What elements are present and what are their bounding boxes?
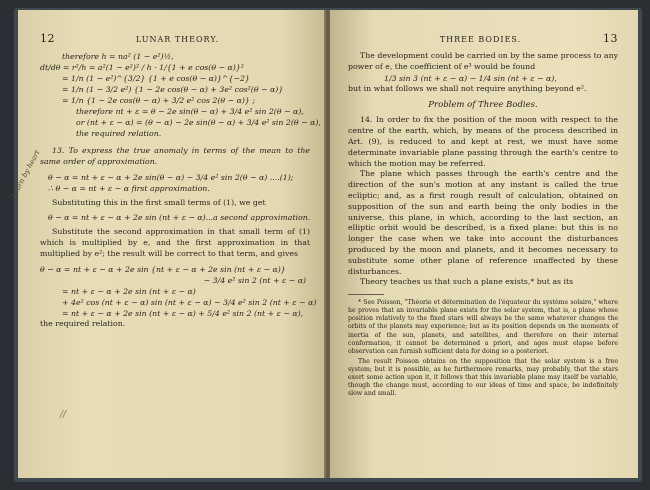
section-13-heading: 13. To express the true anomaly in terms of the mean to the same order of approximation. <box>40 146 310 166</box>
paragraph-substitute-1: Substituting this in the first small terms of (1), we get <box>52 197 266 207</box>
footnote-2: The result Poisson obtains on the supposition that the solar system is a free system; but it is possible, as he furthermore remarks, may probably, that the stars exert some action upon it, it follows that this invariable plane may itself be variable, though the change must, according to our ideas of time and space, be indefinitely slow and small. <box>348 357 618 398</box>
equation-line: = 1/n (1 − e²)^{3/2} {1 + e cos(θ − α)}^{−2} <box>62 74 250 83</box>
paragraph-plane: The plane which passes through the earth's centre and the direction of the sun's motion at any instant is called the true ecliptic; and, as a first rough result of calculation, obtained on supposition of the sun and earth being the only bodies in the universe, this plane, in which, according to the last section, an elliptic orbit would be described, is a fixed plane: but this is no longer the case when we take into account the disturbances produced by the moon and planets, and it becomes necessary to substitute some other plane of reference unaffected by these disturbances. <box>348 169 618 276</box>
equation-line: = nt + ε − α + 2e sin (nt + ε − α) <box>62 286 196 296</box>
equation-line: θ − α = nt + ε − α + 2e sin (nt + ε − α)...a second approximation. <box>48 213 311 223</box>
left-running-head <box>40 32 310 45</box>
paragraph-intro: The development could be carried on by the same process to any power of e, the coefficient of e³ would be found <box>348 51 618 71</box>
paragraph-intro-2: but in what follows we shall not require anything beyond e². <box>348 83 587 93</box>
equation-line: dt/dθ = r²/h = a²(1 − e²)² / h · 1/{1 + e cos(θ − α)}² <box>40 63 244 72</box>
equation-line: − 3/4 e² sin 2 (nt + ε − α) <box>203 275 306 285</box>
footnote-1: * See Poisson, "Théorie et détermination de l'équateur du système solaire," where he proves that an invariable plane exists for the solar system, that is, a plane whose position relatively to the fixed stars will always be the same whatever changes the orbits of the planets may experience; but as its position depends on the moments of inertia of the sun, planets, and satellites, and therefore on their internal conformation, it cannot be determined a priori, and ages must elapse before observation can furnish sufficient data for doing so a posteriori. <box>348 299 618 355</box>
equation-intro: 1/3 sin 3 (nt + ε − α) − 1/4 sin (nt + ε − α), <box>384 73 557 83</box>
handwritten-mark: // <box>60 410 67 420</box>
paragraph-14: 14. In order to fix the position of the moon with respect to the centre of the earth, which, by means of the process described in Art. (9), is reduced to and kept at rest, we must have some determinate invariable plane passing through the earth's centre to which the motion may be referred. <box>348 115 618 168</box>
right-page <box>330 10 638 478</box>
right-running-head <box>348 32 618 45</box>
paragraph-substitute-2: Substitute the second approximation in that small term of (1) which is multiplied by e, and the first approximation in that multiplied by e²; the result will be correct to that term, and gives <box>40 227 310 258</box>
equation-line: θ − α = nt + ε − α + 2e sin(θ − α) − 3/4 e² sin 2(θ − α) ....(1); <box>48 172 294 182</box>
equation-line: = nt + ε − α + 2e sin (nt + ε − α) + 5/4 e² sin 2 (nt + ε − α), <box>62 308 304 318</box>
open-book <box>9 8 642 482</box>
paragraph-theory: Theory teaches us that such a plane exists,* but as its <box>360 277 574 287</box>
equation-line: θ − α = nt + ε − α + 2e sin {nt + ε − α + 2e sin (nt + ε − α)} <box>40 264 286 274</box>
equation-line: therefore h = na² (1 − e²)½, <box>62 52 174 61</box>
left-page-number: 12 <box>40 32 55 45</box>
equation-line: or (nt + ε − α) = (θ − α) − 2e sin(θ − α) + 3/4 e² sin 2(θ − α), <box>76 118 321 127</box>
equation-line: = 1/n {1 − 2e cos(θ − α) + 3/2 e² cos 2(θ − α)} ; <box>62 96 255 105</box>
right-page-number: 13 <box>602 32 618 45</box>
equation-line: the required relation. <box>76 129 162 138</box>
equation-block-1 <box>40 51 321 139</box>
equation-block-3 <box>40 212 310 223</box>
equation-line: therefore nt + ε = θ − 2e sin(θ − α) + 3/4 e² sin 2(θ − α), <box>76 107 304 116</box>
section-heading: Problem of Three Bodies. <box>428 100 538 111</box>
left-running-title: LUNAR THEORY. <box>135 35 220 44</box>
equation-block-2 <box>40 172 310 194</box>
equation-line: + 4e² cos (nt + ε − α) sin (nt + ε − α) − 3/4 e² sin 2 (nt + ε − α) <box>62 297 317 307</box>
footnote-rule <box>348 294 384 295</box>
left-page <box>9 10 326 478</box>
equation-line: = 1/n (1 − 3/2 e²) {1 − 2e cos(θ − α) + 3e² cos²(θ − α)} <box>62 85 284 94</box>
right-running-title: THREE BODIES. <box>439 35 522 44</box>
handwritten-note: Learn by heart <box>9 148 42 200</box>
closing-line: the required relation. <box>40 318 126 328</box>
equation-line: ∴ θ − α = nt + ε − α first approximation. <box>48 183 210 193</box>
equation-block-4 <box>40 264 317 319</box>
